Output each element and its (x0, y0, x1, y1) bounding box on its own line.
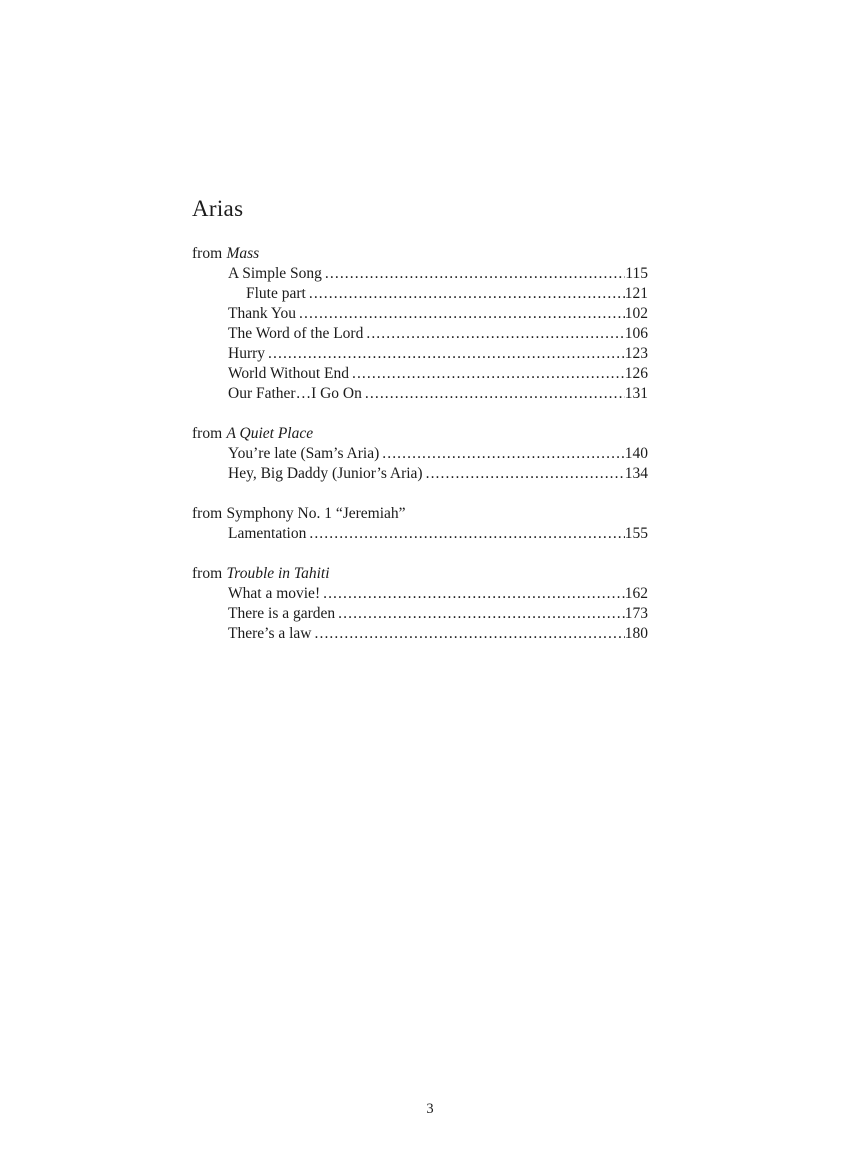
dot-leader (315, 624, 625, 644)
dot-leader (338, 604, 625, 624)
entry-title: There’s a law (228, 625, 312, 642)
dot-leader (309, 284, 625, 304)
entry-page-number: 106 (624, 325, 648, 342)
toc-section-trouble-in-tahiti (192, 564, 648, 644)
toc-entry (228, 284, 648, 304)
section-source-title: Mass (226, 245, 260, 262)
toc-entry (228, 384, 648, 404)
entry-page-number: 131 (624, 385, 648, 402)
entry-title: Hurry (228, 345, 266, 362)
folio-page-number: 3 (426, 1101, 434, 1117)
toc-entry (228, 304, 648, 324)
section-entries (228, 584, 648, 644)
dot-leader (366, 324, 624, 344)
dot-leader (299, 304, 625, 324)
toc-entry (228, 604, 648, 624)
toc-section-a-quiet-place (192, 424, 648, 484)
section-entries (228, 444, 648, 484)
toc-entry (228, 464, 648, 484)
section-entries (228, 524, 648, 544)
toc-entry (228, 524, 648, 544)
entry-page-number: 173 (624, 605, 648, 622)
toc-entry (228, 444, 648, 464)
dot-leader (309, 524, 624, 544)
entry-title: Our Father…I Go On (228, 385, 362, 402)
dot-leader (352, 364, 625, 384)
entry-title: There is a garden (228, 605, 336, 622)
section-from-label: from (192, 565, 223, 582)
entry-page-number: 140 (624, 445, 648, 462)
section-source-title: A Quiet Place (226, 425, 314, 442)
toc-entry (228, 364, 648, 384)
section-from-label: from (192, 505, 223, 522)
entry-title: Hey, Big Daddy (Junior’s Aria) (228, 465, 423, 482)
section-heading (192, 424, 648, 444)
entry-title: The Word of the Lord (228, 325, 364, 342)
section-from-label: from (192, 425, 223, 442)
toc-entry (228, 264, 648, 284)
entry-page-number: 162 (624, 585, 648, 602)
entry-title: What a movie! (228, 585, 321, 602)
section-source-title: Trouble in Tahiti (226, 565, 330, 582)
section-heading (192, 564, 648, 584)
dot-leader (365, 384, 625, 404)
section-source-title: Symphony No. 1 “Jeremiah” (226, 505, 406, 522)
dot-leader (325, 264, 625, 284)
dot-leader (323, 584, 625, 604)
entry-title: Flute part (246, 285, 306, 302)
section-from-label: from (192, 245, 223, 262)
entry-title: You’re late (Sam’s Aria) (228, 445, 380, 462)
toc-section-mass (192, 244, 648, 404)
entry-page-number: 121 (624, 285, 648, 302)
entry-page-number: 102 (624, 305, 648, 322)
toc-section-symphony-no-1 (192, 504, 648, 544)
toc-entry (228, 624, 648, 644)
entry-title: Thank You (228, 305, 297, 322)
entry-page-number: 126 (624, 365, 648, 382)
section-entries (228, 264, 648, 404)
toc-entry (228, 324, 648, 344)
toc-entry (228, 344, 648, 364)
section-heading (192, 504, 648, 524)
page-title: Arias (192, 196, 244, 221)
entry-title: Lamentation (228, 525, 307, 542)
toc-entry (228, 584, 648, 604)
dot-leader (426, 464, 625, 484)
dot-leader (382, 444, 625, 464)
entry-page-number: 180 (624, 625, 648, 642)
dot-leader (268, 344, 625, 364)
entry-page-number: 115 (625, 265, 648, 282)
entry-page-number: 155 (624, 525, 648, 542)
entry-title: A Simple Song (228, 265, 322, 282)
section-heading (192, 244, 648, 264)
toc-content (192, 196, 648, 644)
entry-title: World Without End (228, 365, 349, 382)
entry-page-number: 134 (624, 465, 648, 482)
entry-page-number: 123 (624, 345, 648, 362)
